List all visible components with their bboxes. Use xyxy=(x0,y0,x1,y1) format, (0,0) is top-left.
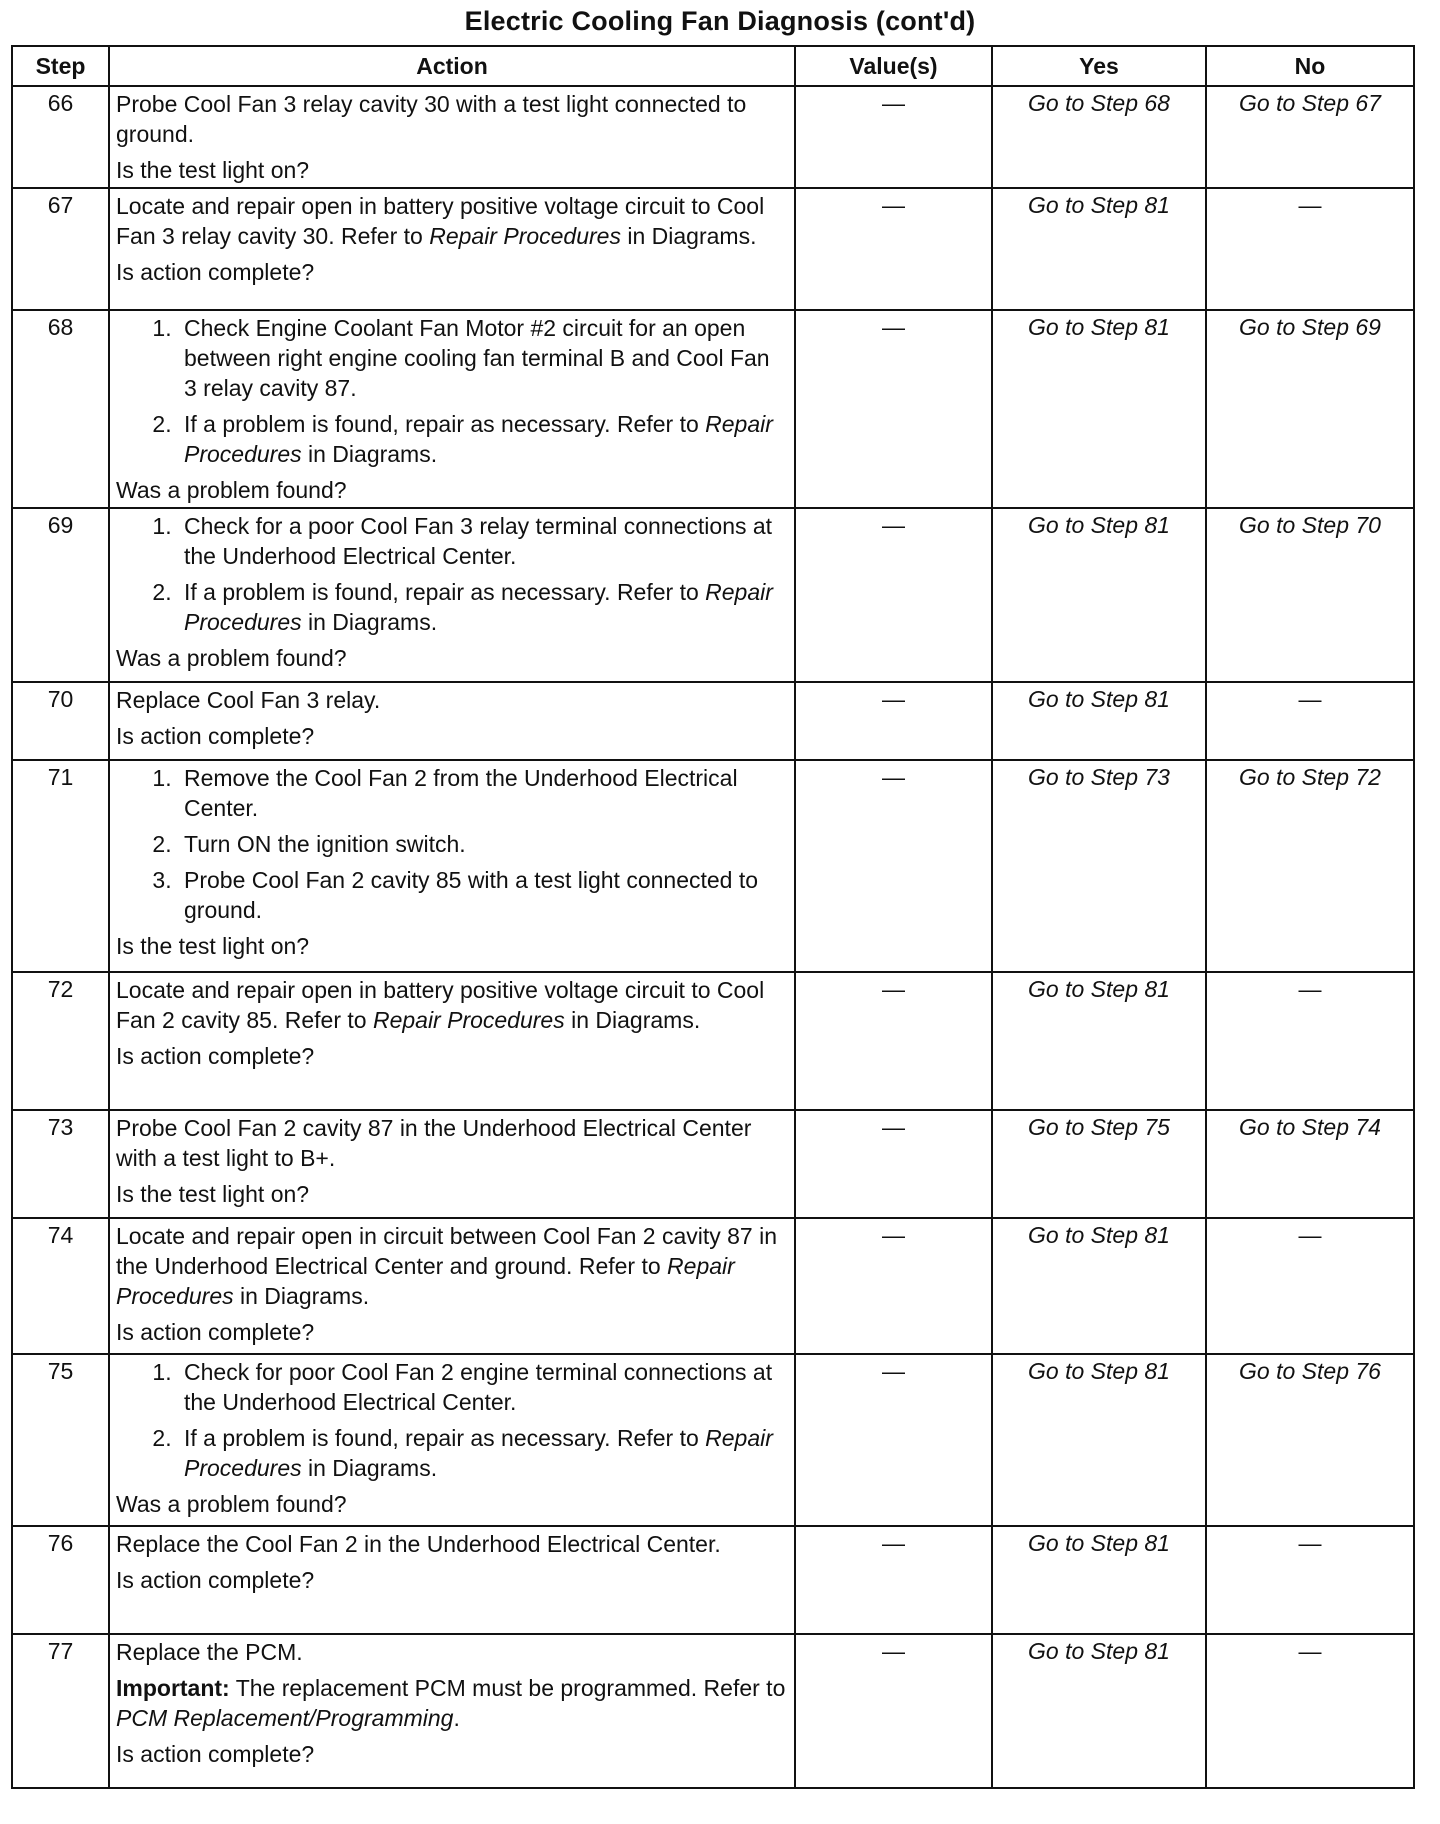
yes-cell: Go to Step 81 xyxy=(992,188,1206,310)
value-cell: — xyxy=(795,508,992,682)
step-number: 76 xyxy=(12,1526,109,1634)
no-cell: Go to Step 76 xyxy=(1206,1354,1414,1526)
step-number: 71 xyxy=(12,760,109,972)
action-cell xyxy=(109,760,795,972)
list-item: 2. If a problem is found, repair as necessary. Refer to Repair Procedures in Diagrams. xyxy=(178,1423,788,1483)
header-yes: Yes xyxy=(992,46,1206,86)
step-number: 68 xyxy=(12,310,109,508)
list-item: 1. Remove the Cool Fan 2 from the Underhood Electrical Center. xyxy=(178,763,788,823)
table-row xyxy=(12,1634,1414,1788)
no-cell: — xyxy=(1206,1526,1414,1634)
list-item: 1. Check for poor Cool Fan 2 engine terminal connections at the Underhood Electrical Center. xyxy=(178,1357,788,1417)
no-cell: Go to Step 74 xyxy=(1206,1110,1414,1218)
header-step: Step xyxy=(12,46,109,86)
step-number: 66 xyxy=(12,86,109,188)
list-item: 2. If a problem is found, repair as necessary. Refer to Repair Procedures in Diagrams. xyxy=(178,577,788,637)
step-number: 75 xyxy=(12,1354,109,1526)
list-item: 2. Turn ON the ignition switch. xyxy=(178,829,788,859)
action-question: Is action complete? xyxy=(116,1567,315,1593)
header-no: No xyxy=(1206,46,1414,86)
action-text: Locate and repair open in battery positive voltage circuit to Cool Fan 2 cavity 85. Refer to Repair Procedures in Diagrams. xyxy=(116,977,765,1033)
action-text: Probe Cool Fan 2 cavity 87 in the Underhood Electrical Center with a test light to B+. xyxy=(116,1115,752,1171)
value-cell: — xyxy=(795,682,992,760)
no-cell: — xyxy=(1206,972,1414,1110)
action-cell xyxy=(109,1218,795,1354)
action-question: Is the test light on? xyxy=(116,157,310,183)
list-item: 2. If a problem is found, repair as necessary. Refer to Repair Procedures in Diagrams. xyxy=(178,409,788,469)
action-text: Locate and repair open in circuit between Cool Fan 2 cavity 87 in the Underhood Electrical Center and ground. Refer to Repair Procedures in Diagrams. xyxy=(116,1223,778,1309)
action-cell xyxy=(109,1110,795,1218)
action-cell xyxy=(109,508,795,682)
list-item: 1. Check Engine Coolant Fan Motor #2 circuit for an open between right engine cooling fan terminal B and Cool Fan 3 relay cavity 87. xyxy=(178,313,788,403)
step-number: 67 xyxy=(12,188,109,310)
no-cell: — xyxy=(1206,1634,1414,1788)
no-cell: Go to Step 72 xyxy=(1206,760,1414,972)
action-cell xyxy=(109,682,795,760)
table-row xyxy=(12,86,1414,188)
value-cell: — xyxy=(795,1354,992,1526)
no-cell: — xyxy=(1206,682,1414,760)
table-row xyxy=(12,1526,1414,1634)
value-cell: — xyxy=(795,1110,992,1218)
value-cell: — xyxy=(795,972,992,1110)
no-cell: — xyxy=(1206,188,1414,310)
step-number: 73 xyxy=(12,1110,109,1218)
value-cell: — xyxy=(795,310,992,508)
action-question: Was a problem found? xyxy=(116,477,347,503)
action-text: Probe Cool Fan 3 relay cavity 30 with a test light connected to ground. xyxy=(116,91,747,147)
no-cell: Go to Step 67 xyxy=(1206,86,1414,188)
no-cell: Go to Step 69 xyxy=(1206,310,1414,508)
list-item: 3. Probe Cool Fan 2 cavity 85 with a test light connected to ground. xyxy=(178,865,788,925)
yes-cell: Go to Step 81 xyxy=(992,1218,1206,1354)
table-row xyxy=(12,1354,1414,1526)
table-row xyxy=(12,760,1414,972)
yes-cell: Go to Step 73 xyxy=(992,760,1206,972)
table-row xyxy=(12,310,1414,508)
action-list xyxy=(116,313,788,469)
table-row xyxy=(12,1110,1414,1218)
step-number: 77 xyxy=(12,1634,109,1788)
action-question: Is action complete? xyxy=(116,1741,315,1767)
action-cell xyxy=(109,1354,795,1526)
step-number: 74 xyxy=(12,1218,109,1354)
action-text: Replace Cool Fan 3 relay. xyxy=(116,687,381,713)
table-header-row xyxy=(12,46,1414,86)
yes-cell: Go to Step 81 xyxy=(992,1354,1206,1526)
list-item: 1. Check for a poor Cool Fan 3 relay terminal connections at the Underhood Electrical Center. xyxy=(178,511,788,571)
action-cell xyxy=(109,1634,795,1788)
action-cell xyxy=(109,1526,795,1634)
value-cell: — xyxy=(795,188,992,310)
action-list xyxy=(116,1357,788,1483)
yes-cell: Go to Step 68 xyxy=(992,86,1206,188)
table-row xyxy=(12,508,1414,682)
yes-cell: Go to Step 81 xyxy=(992,508,1206,682)
important-note: Important: The replacement PCM must be programmed. Refer to PCM Replacement/Programming. xyxy=(116,1675,786,1731)
header-values: Value(s) xyxy=(795,46,992,86)
table-row xyxy=(12,682,1414,760)
action-question: Is action complete? xyxy=(116,1319,315,1345)
action-text: Replace the PCM. xyxy=(116,1639,303,1665)
action-cell xyxy=(109,188,795,310)
action-text: Locate and repair open in battery positive voltage circuit to Cool Fan 3 relay cavity 30. Refer to Repair Procedures in Diagrams. xyxy=(116,193,765,249)
action-question: Is the test light on? xyxy=(116,1181,310,1207)
value-cell: — xyxy=(795,86,992,188)
value-cell: — xyxy=(795,1218,992,1354)
yes-cell: Go to Step 81 xyxy=(992,1634,1206,1788)
action-question: Is the test light on? xyxy=(116,933,310,959)
table-row xyxy=(12,1218,1414,1354)
value-cell: — xyxy=(795,1526,992,1634)
step-number: 69 xyxy=(12,508,109,682)
header-action: Action xyxy=(109,46,795,86)
yes-cell: Go to Step 81 xyxy=(992,972,1206,1110)
value-cell: — xyxy=(795,1634,992,1788)
yes-cell: Go to Step 81 xyxy=(992,1526,1206,1634)
no-cell: — xyxy=(1206,1218,1414,1354)
yes-cell: Go to Step 81 xyxy=(992,682,1206,760)
action-question: Is action complete? xyxy=(116,723,315,749)
value-cell: — xyxy=(795,760,992,972)
action-question: Was a problem found? xyxy=(116,1491,347,1517)
step-number: 70 xyxy=(12,682,109,760)
action-cell xyxy=(109,972,795,1110)
no-cell: Go to Step 70 xyxy=(1206,508,1414,682)
diagnosis-table xyxy=(11,45,1415,1789)
action-question: Is action complete? xyxy=(116,1043,315,1069)
action-cell xyxy=(109,86,795,188)
action-cell xyxy=(109,310,795,508)
action-text: Replace the Cool Fan 2 in the Underhood Electrical Center. xyxy=(116,1531,721,1557)
action-list xyxy=(116,763,788,925)
page-title: Electric Cooling Fan Diagnosis (cont'd) xyxy=(464,6,976,36)
table-row xyxy=(12,972,1414,1110)
yes-cell: Go to Step 75 xyxy=(992,1110,1206,1218)
step-number: 72 xyxy=(12,972,109,1110)
table-row xyxy=(12,188,1414,310)
action-list xyxy=(116,511,788,637)
action-question: Was a problem found? xyxy=(116,645,347,671)
yes-cell: Go to Step 81 xyxy=(992,310,1206,508)
action-question: Is action complete? xyxy=(116,259,315,285)
